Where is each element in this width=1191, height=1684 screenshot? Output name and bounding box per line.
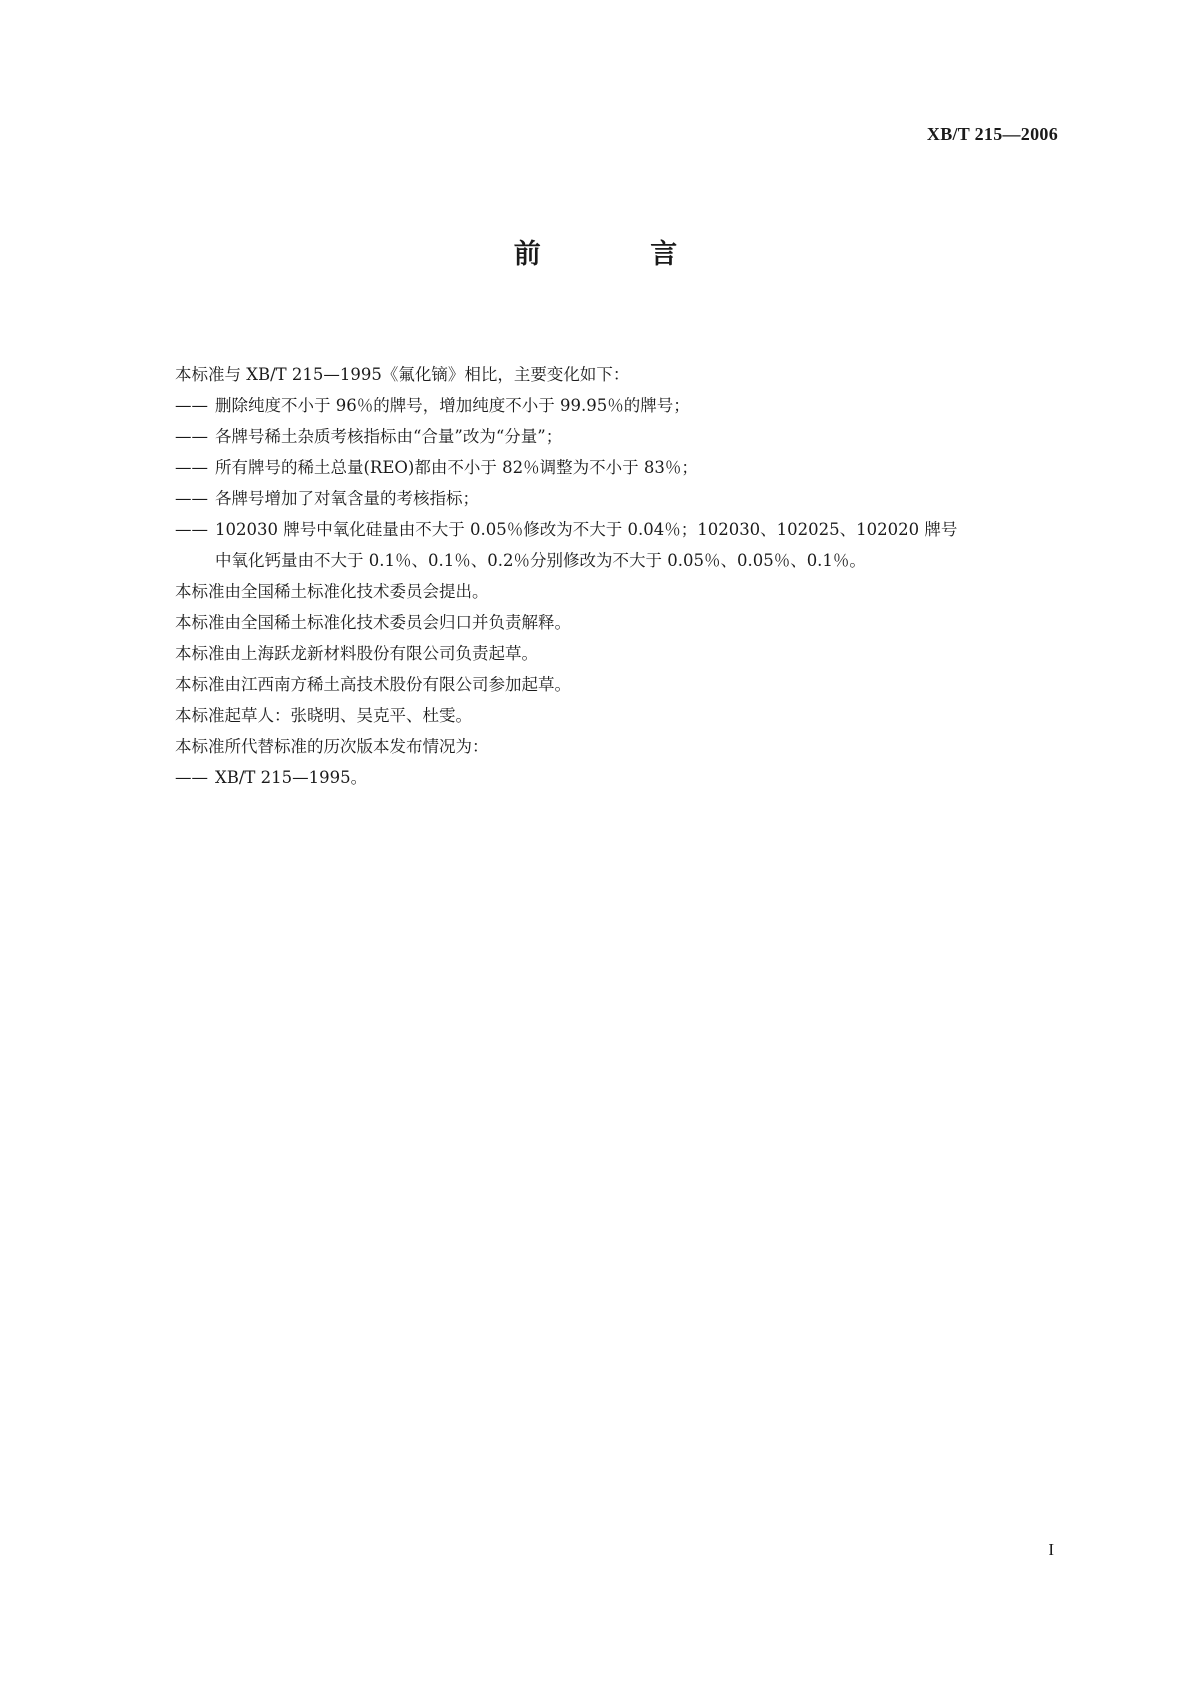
item-dash: —— (175, 489, 208, 508)
statement-administrator: 本标准由全国稀土标准化技术委员会归口并负责解释。 (175, 613, 571, 632)
item-dash: —— (175, 768, 208, 787)
change-text: 删除纯度不小于 96％的牌号，增加纯度不小于 99.95％的牌号； (215, 396, 690, 415)
page-number: I (1048, 1540, 1054, 1559)
change-text: 各牌号增加了对氧含量的考核指标； (215, 489, 479, 508)
item-dash: —— (175, 458, 208, 477)
change-text-continuation: 中氧化钙量由不大于 0.1％、0.1％、0.2％分别修改为不大于 0.05％、0.05％、0.1％。 (215, 551, 866, 570)
intro-paragraph: 本标准与 XB/T 215—1995《氟化镝》相比，主要变化如下： (175, 365, 630, 384)
statement-drafting-unit: 本标准由上海跃龙新材料股份有限公司负责起草。 (175, 644, 538, 663)
history-text: XB/T 215—1995。 (215, 768, 368, 787)
standard-code: XB/T 215—2006 (926, 124, 1058, 144)
item-dash: —— (175, 396, 208, 415)
change-item (175, 390, 1065, 421)
history-item (175, 762, 1065, 793)
change-text: 102030 牌号中氧化硅量由不大于 0.05％修改为不大于 0.04％；102030、102025、102020 牌号 (215, 520, 958, 539)
statement-history-intro: 本标准所代替标准的历次版本发布情况为： (175, 737, 489, 756)
change-text: 所有牌号的稀土总量(REO)都由不小于 82％调整为不小于 83％； (215, 458, 698, 477)
change-item (175, 421, 1065, 452)
statement-proposer: 本标准由全国稀土标准化技术委员会提出。 (175, 582, 489, 601)
changes-list (175, 390, 1065, 576)
statement-participating-unit: 本标准由江西南方稀土高技术股份有限公司参加起草。 (175, 675, 571, 694)
item-dash: —— (175, 520, 208, 539)
change-text: 各牌号稀土杂质考核指标由“合量”改为“分量”； (215, 427, 563, 446)
change-item (175, 514, 1065, 576)
item-dash: —— (175, 427, 208, 446)
change-item (175, 452, 1065, 483)
change-item (175, 483, 1065, 514)
page-title: 前 言 (513, 239, 728, 270)
statement-drafters: 本标准起草人：张晓明、吴克平、杜雯。 (175, 706, 472, 725)
foreword-body (175, 359, 1065, 793)
